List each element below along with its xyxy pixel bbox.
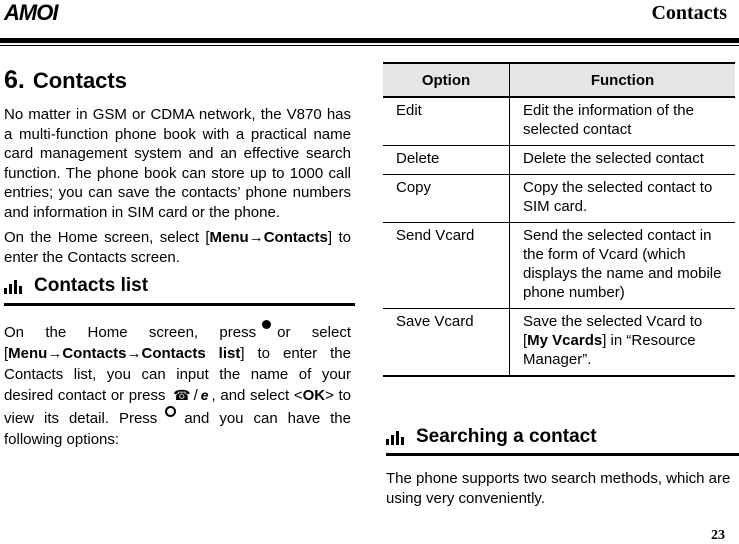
table-header-function: Function	[510, 63, 736, 97]
table-row: Copy Copy the selected contact to SIM card.	[383, 175, 735, 223]
table-row: Edit Edit the information of the selected contact	[383, 97, 735, 146]
section-title-text: Contacts	[32, 68, 127, 93]
contacts-list-title: Contacts list	[34, 275, 149, 296]
e-key-icon: e	[200, 387, 209, 403]
table-row: Save Vcard Save the selected Vcard to [My Vcards] in “Resource Manager”.	[383, 309, 735, 377]
contacts-list-paragraph: On the Home screen, press or select [Menu→Contacts→Contacts list] to enter the Contacts list, you can input the name of your desired contact or press ☎ / e , and select <OK> to view its detail. Press and you can have the following options:	[4, 320, 351, 450]
page-number: 23	[711, 528, 725, 543]
search-title: Searching a contact	[416, 426, 597, 447]
section-number: 6.	[4, 66, 25, 94]
phone-key-icon: ☎	[173, 387, 191, 403]
contacts-list-heading	[4, 275, 355, 306]
nav-key-icon	[262, 320, 271, 329]
section-title	[4, 66, 351, 95]
table-header-option: Option	[383, 63, 510, 97]
ok-key-icon	[165, 406, 176, 417]
home-paragraph: On the Home screen, select [Menu→Contacts] to enter the Contacts screen.	[4, 229, 351, 266]
page-header-title: Contacts	[651, 2, 727, 24]
left-column	[4, 66, 351, 456]
amoi-logo: AMOI	[4, 0, 58, 25]
header-rule	[0, 38, 739, 43]
search-paragraph: The phone supports two search methods, which are using very conveniently.	[386, 470, 731, 507]
header-rule-thin	[0, 45, 739, 46]
search-heading	[386, 426, 739, 456]
bar-chart-icon	[4, 278, 24, 294]
options-table	[383, 62, 735, 377]
table-row: Delete Delete the selected contact	[383, 146, 735, 175]
intro-paragraph: No matter in GSM or CDMA network, the V870 has a multi-function phone book with a practical name card management system and an effective search function. The phone book can store up to 1000 call entries; you can save the contacts’ phone numbers and information in SIM card or the phone.	[4, 106, 351, 221]
bar-chart-icon	[386, 429, 406, 445]
table-row: Send Vcard Send the selected contact in the form of Vcard (which displays the name and mobile phone number)	[383, 223, 735, 309]
